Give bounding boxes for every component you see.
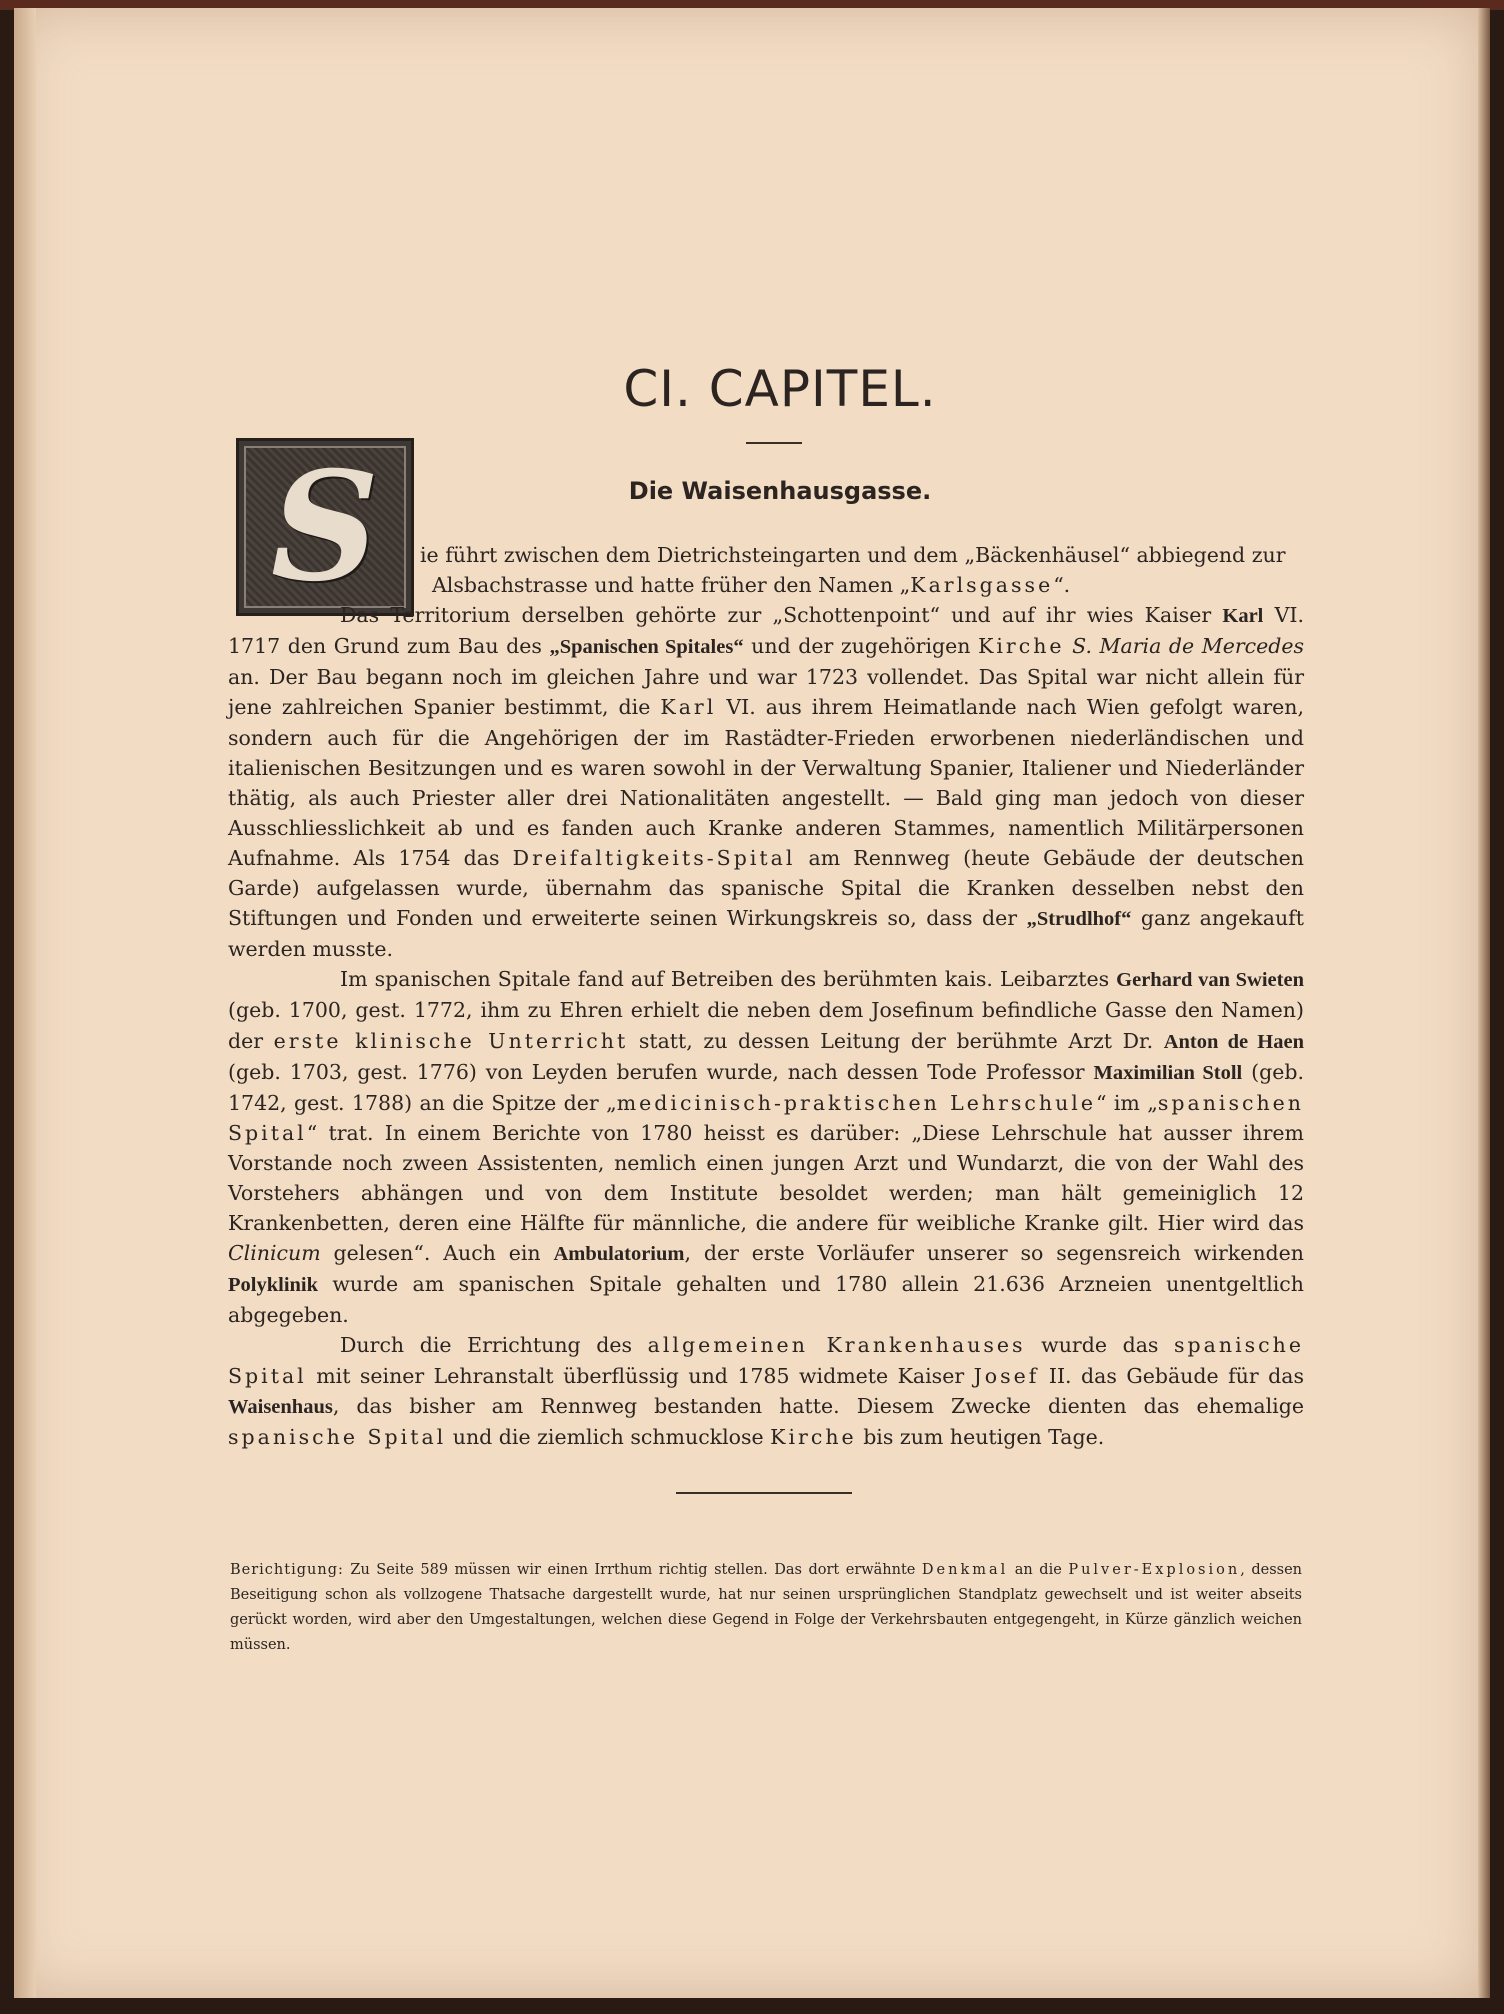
- title-divider: [746, 442, 802, 444]
- text-run: an die: [1008, 1562, 1069, 1578]
- text-run: “ trat. In einem Berichte von 1780 heisst es darüber: „Diese Lehrschule hat ausser ihrem Vorstande noch zween Assistenten, nemlich einen jungen Arzt und Wundarzt, die von der Wahl des Vorstehers abhängen und von dem Institute besoldet werden; man hält gemeiniglich 12 Krankenbetten, deren eine Hälfte für männliche, die andere für weibliche Kranke gilt. Hier wird das: [228, 1120, 1304, 1236]
- italic-term: S. Maria de Mercedes: [1072, 634, 1305, 659]
- text-run: an. Der Bau begann noch im gleichen Jahre und war 1723 vollendet. Das Spital war nicht allein für jene zahlreichen Spanier bestimmt, die: [228, 665, 1304, 720]
- footnote: [230, 1558, 1302, 1658]
- emphasis-spaced: medicinisch-praktischen Lehrschule: [616, 1090, 1096, 1115]
- footnote-label: Berichtigung:: [230, 1562, 344, 1578]
- paragraph-1-line-1: ie führt zwischen dem Dietrichsteingarten und dem „Bäckenhäusel“ abbiegend zur: [420, 543, 1286, 567]
- section-title: Die Waisenhausgasse.: [628, 477, 932, 505]
- text-run: (geb. 1703, gest. 1776) von Leyden berufen wurde, nach dessen Tode Professor: [228, 1059, 1094, 1084]
- paragraph-3: [228, 964, 1304, 1330]
- initial-letter: S: [270, 439, 380, 615]
- emphasis-spaced: Josef: [973, 1363, 1040, 1388]
- text-run: VI. aus ihrem Heimatlande nach Wien gefolgt waren, sondern auch für die Angehörigen der im Rastädter-Frieden erworbenen niederländischen und italienischen Besitzungen und es waren sowohl in der Verwaltung Spanier, Italiener und Niederländer thätig, als auch Priester aller drei Nationalitäten angestellt. — Bald ging man jedoch von dieser Ausschliesslichkeit ab und es fanden auch Kranke anderen Stammes, namentlich Militärpersonen Aufnahme. Als 1754 das: [228, 695, 1304, 870]
- text-run: II. das Gebäude für das: [1039, 1363, 1304, 1388]
- text-run: Im spanischen Spitale fand auf Betreiben des berühmten kais. Leibarztes: [340, 967, 1117, 992]
- text-run: , das bisher am Rennweg bestanden hatte. Diesem Zwecke dienten das ehemalige: [332, 1393, 1304, 1418]
- emphasis-spaced: Kirche: [978, 634, 1065, 659]
- text-run: Durch die Errichtung des: [340, 1333, 648, 1358]
- italic-term: Clinicum: [228, 1241, 321, 1266]
- page-right-edge: [1478, 8, 1490, 1998]
- text-run: “ im „: [1096, 1090, 1158, 1115]
- fraktur-name: Gerhard van Swieten: [1116, 969, 1304, 992]
- emphasis-spaced: Kirche: [770, 1424, 857, 1449]
- text-run: , dessen Beseitigung schon als vollzogene Thatsache dargestellt wurde, hat nur seinen ursprünglichen Standplatz gewechselt und ist weiter abseits gerückt worden, wird aber den Umgestaltungen, welchen diese Gegend in Folge der Verkehrsbauten entgegengeht, in Kürze gänzlich weichen müssen.: [230, 1562, 1303, 1653]
- text-run: Alsbachstrasse und hatte früher den Namen „: [432, 573, 911, 598]
- text-run: (geb. 1700, gest. 1772, ihm zu Ehren erhielt die neben dem Josefinum befindliche Gasse den Namen) der: [228, 998, 1304, 1053]
- text-run: wurde das: [1025, 1333, 1175, 1358]
- chapter-title: CI. CAPITEL.: [623, 360, 937, 418]
- paragraph-4: [228, 1330, 1304, 1451]
- emphasis-spaced: spanische Spital: [228, 1424, 447, 1449]
- emphasis-spaced: Denkmal: [921, 1562, 1009, 1578]
- text-run: und die ziemlich schmucklose: [446, 1424, 771, 1449]
- fraktur-term: Polyklinik: [228, 1274, 319, 1297]
- fraktur-term: „Spanischen Spitales“: [549, 636, 744, 659]
- section-end-divider: [676, 1492, 852, 1494]
- emphasis-spaced: Karl: [660, 695, 717, 720]
- text-run: wurde am spanischen Spitale gehalten und 1780 allein 21.636 Arzneien unentgeltlich abgegeben.: [228, 1272, 1304, 1328]
- text-run: statt, zu dessen Leitung der berühmte Arzt Dr.: [628, 1028, 1164, 1053]
- emphasis-spaced: Karlsgasse: [910, 573, 1054, 598]
- text-run: ganz angekauft werden musste.: [228, 906, 1305, 962]
- fraktur-term: Waisenhaus: [228, 1395, 333, 1418]
- text-run: am Rennweg (heute Gebäude der deutschen Garde) aufgelassen wurde, übernahm das spanische Spital die Kranken desselben nebst den Stiftungen und Fonden und erweiterte seinen Wirkungskreis so, dass der: [228, 845, 1304, 931]
- fraktur-term: „Strudlhof“: [1026, 908, 1132, 931]
- text-run: gelesen“. Auch ein: [320, 1241, 554, 1266]
- text-run: (geb. 1742, gest. 1788) an die Spitze der „: [228, 1059, 1304, 1115]
- text-run: bis zum heutigen Tage.: [856, 1424, 1105, 1449]
- text-run: VI. 1717 den Grund zum Bau des: [228, 603, 1304, 659]
- text-run: “.: [1053, 573, 1071, 598]
- text-run: , der erste Vorläufer unserer so segensreich wirkenden: [684, 1241, 1304, 1266]
- body-text: [228, 540, 1304, 1452]
- text-run: und der zugehörigen: [743, 634, 979, 659]
- fraktur-name: Karl: [1222, 605, 1264, 628]
- text-run: Zu Seite 589 müssen wir einen Irrthum richtig stellen. Das dort erwähnte: [343, 1562, 922, 1578]
- paragraph-1-line-2: [228, 570, 1304, 600]
- emphasis-spaced: spanische Spital: [228, 1333, 1304, 1388]
- emphasis-spaced: spanischen Spital: [228, 1090, 1304, 1145]
- text-run: mit seiner Lehranstalt überflüssig und 1785 widmete Kaiser: [306, 1363, 974, 1388]
- emphasis-spaced: erste klinische Unterricht: [273, 1028, 629, 1053]
- emphasis-spaced: allgemeinen Krankenhauses: [647, 1333, 1026, 1358]
- fraktur-name: Maximilian Stoll: [1093, 1061, 1243, 1084]
- fraktur-name: Anton de Haen: [1163, 1030, 1304, 1053]
- fraktur-term: Ambulatorium: [553, 1243, 685, 1266]
- emphasis-spaced: Dreifaltigkeits-Spital: [512, 845, 796, 870]
- paragraph-2: [228, 600, 1304, 964]
- paragraph-1: [228, 540, 1304, 600]
- text-run: Das Territorium derselben gehörte zur „Schottenpoint“ und auf ihr wies Kaiser: [340, 603, 1223, 628]
- emphasis-spaced: Pulver-Explosion: [1068, 1562, 1241, 1578]
- text-run: [1065, 634, 1073, 658]
- page-stack-edge: [14, 8, 36, 1998]
